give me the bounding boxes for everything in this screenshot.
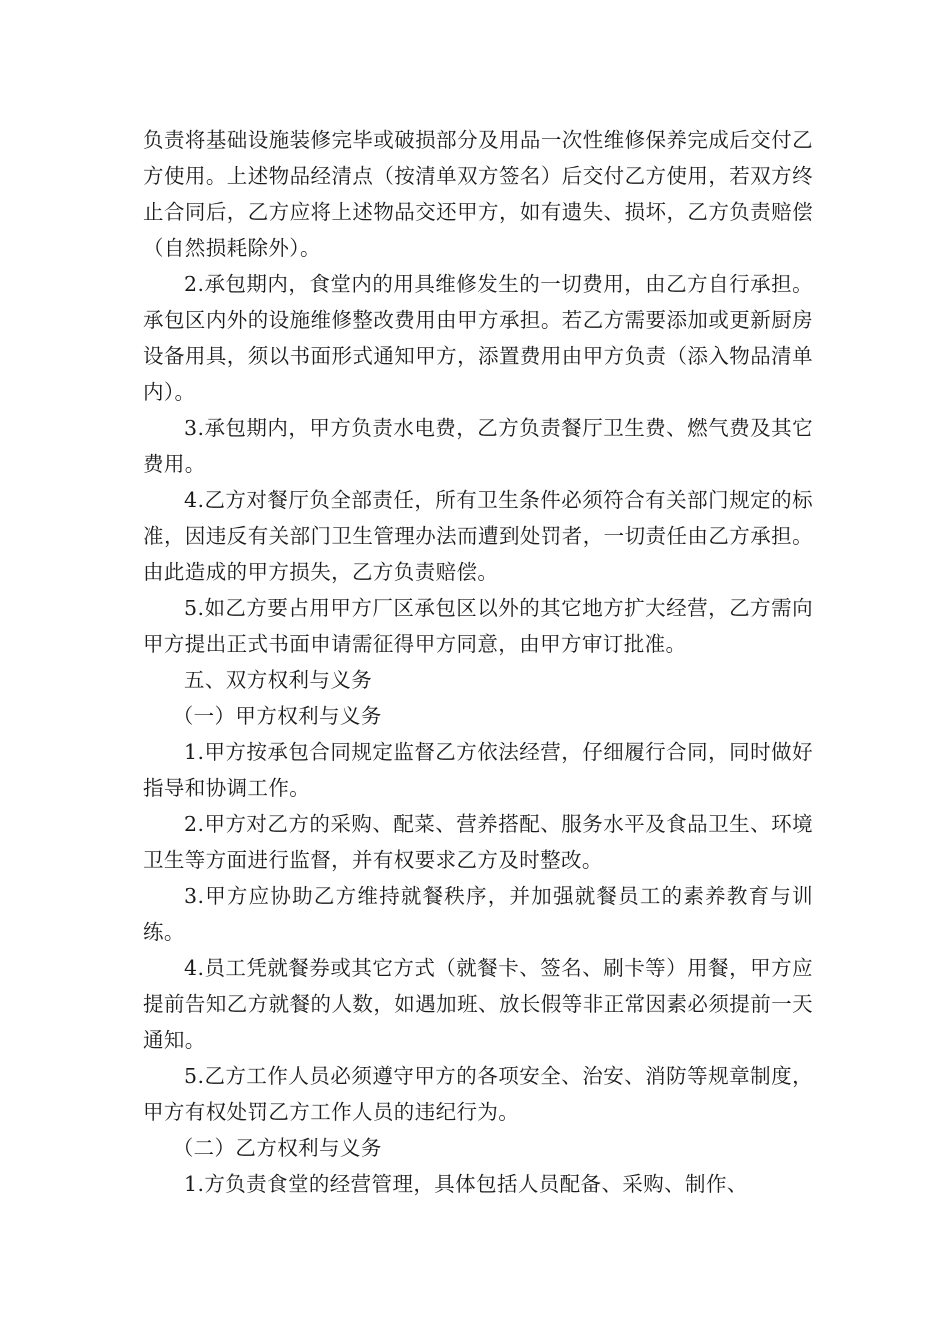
paragraph-party-a-item-5: 5.乙方工作人员必须遵守甲方的各项安全、治安、消防等规章制度，甲方有权处罚乙方工作人员的违纪行为。 — [143, 1064, 813, 1124]
section-heading-rights-obligations: 五、双方权利与义务 — [184, 668, 373, 692]
paragraph-party-a-item-2: 2.甲方对乙方的采购、配菜、营养搭配、服务水平及食品卫生、环境卫生等方面进行监督，并有权要求乙方及时整改。 — [143, 812, 813, 872]
paragraph-party-a-item-3: 3.甲方应协助乙方维持就餐秩序，并加强就餐员工的素养教育与训练。 — [143, 884, 813, 944]
paragraph-item-5-expansion-approval: 5.如乙方要占用甲方厂区承包区以外的其它地方扩大经营，乙方需向甲方提出正式书面申请需征得甲方同意，由甲方审订批准。 — [143, 596, 813, 656]
paragraph-party-a-item-4: 4.员工凭就餐券或其它方式（就餐卡、签名、刷卡等）用餐，甲方应提前告知乙方就餐的人数，如遇加班、放长假等非正常因素必须提前一天通知。 — [143, 956, 813, 1052]
subsection-heading-party-b: （二）乙方权利与义务 — [172, 1136, 382, 1160]
document-body — [143, 122, 813, 1202]
paragraph-item-4-hygiene-responsibility: 4.乙方对餐厅负全部责任，所有卫生条件必须符合有关部门规定的标准，因违反有关部门卫生管理办法而遭到处罚者，一切责任由乙方承担。由此造成的甲方损失，乙方负责赔偿。 — [143, 488, 813, 584]
paragraph-handover-facilities: 负责将基础设施装修完毕或破损部分及用品一次性维修保养完成后交付乙方使用。上述物品经清点（按清单双方签名）后交付乙方使用，若双方终止合同后，乙方应将上述物品交还甲方，如有遗失、损坏，乙方负责赔偿（自然损耗除外）。 — [143, 128, 813, 260]
paragraph-item-2-equipment-maintenance: 2.承包期内，食堂内的用具维修发生的一切费用，由乙方自行承担。承包区内外的设施维修整改费用由甲方承担。若乙方需要添加或更新厨房设备用具，须以书面形式通知甲方，添置费用由甲方负责（添入物品清单内）。 — [143, 272, 813, 404]
paragraph-party-b-item-1: 1.方负责食堂的经营管理，具体包括人员配备、采购、制作、 — [184, 1172, 748, 1196]
subsection-heading-party-a: （一）甲方权利与义务 — [172, 704, 382, 728]
paragraph-item-3-utility-fees: 3.承包期内，甲方负责水电费，乙方负责餐厅卫生费、燃气费及其它费用。 — [143, 416, 813, 476]
paragraph-party-a-item-1: 1.甲方按承包合同规定监督乙方依法经营，仔细履行合同，同时做好指导和协调工作。 — [143, 740, 813, 800]
